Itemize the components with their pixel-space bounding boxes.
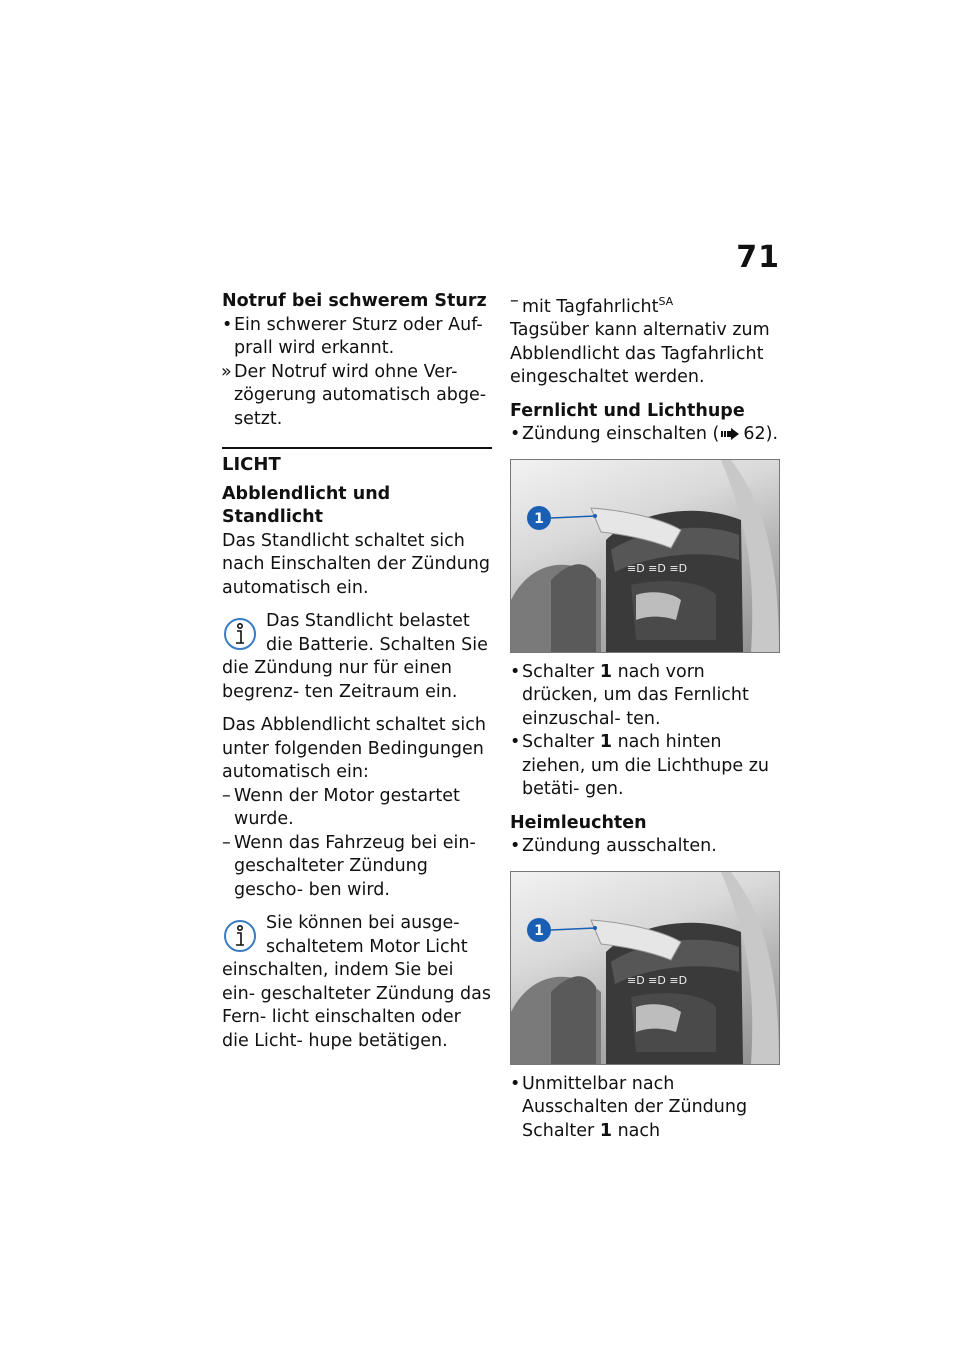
switch-number: 1 — [599, 1120, 612, 1141]
bullet-zuendung-aus-text: Zündung ausschalten. — [522, 836, 717, 857]
info-note-2 — [222, 912, 492, 1053]
figure-handlebar-switch-1 — [510, 459, 780, 653]
callout-number: 1 — [534, 922, 544, 939]
bullet-icon: • — [510, 836, 521, 857]
section-title: LICHT — [222, 454, 281, 475]
bullet-schalter-vorn-post: nach vorn drücken, um das Fernlicht einzuschal- ten. — [522, 661, 749, 729]
bullet-icon: • — [510, 1073, 521, 1094]
switch-number: 1 — [599, 661, 612, 682]
dash-motor-text: Wenn der Motor gestartet wurde. — [234, 785, 460, 829]
right-column — [510, 290, 782, 1143]
bullet-icon: • — [510, 732, 521, 753]
figure-handlebar-switch-2 — [510, 871, 780, 1065]
left-column — [222, 290, 492, 1053]
bullet-sturz — [222, 314, 492, 361]
result-arrow-icon: » — [221, 361, 232, 382]
section-divider — [222, 447, 492, 449]
sa-superscript: SA — [658, 295, 674, 308]
bullet-zuendung-ein — [510, 423, 782, 447]
dash-tagfahrlicht — [510, 290, 782, 319]
heading-abblendlicht: Abblendlicht und Standlicht — [222, 483, 391, 527]
handlebar-switch-illustration — [511, 872, 779, 1064]
bullet-schalter-vorn-pre: Schalter — [522, 661, 595, 682]
handlebar-switch-illustration — [511, 460, 779, 652]
svg-text:≡D ≡D ≡D: ≡D ≡D ≡D — [627, 561, 688, 575]
bullet-icon: • — [510, 661, 521, 682]
bullet-zuendung-aus — [510, 835, 782, 859]
info-icon — [222, 914, 258, 958]
dash-icon: – — [222, 785, 231, 806]
bullet-zuendung-text: Zündung einschalten ( — [522, 424, 720, 445]
page-reference-arrow-icon — [721, 428, 741, 440]
dash-motor — [222, 785, 492, 832]
bullet-schalter-vorn — [510, 661, 782, 732]
bullet-schalter-hinten-pre: Schalter — [522, 732, 595, 753]
info-note-1-text: Das Standlicht belastet die Batterie. Schalten Sie die Zündung nur für einen begrenz- ten Zeitraum ein. — [222, 611, 488, 702]
bullet-schalter-hinten — [510, 731, 782, 802]
dash-schieben — [222, 832, 492, 903]
info-note-2-text: Sie können bei ausge- schaltetem Motor Licht einschalten, indem Sie bei ein- geschalteter Zündung das Fern- licht einschalten oder die Licht- hupe betätigen. — [222, 913, 491, 1051]
dash-schieben-text: Wenn das Fahrzeug bei ein- geschalteter Zündung gescho- ben wird. — [234, 832, 476, 900]
dash-icon: – — [510, 291, 519, 311]
result-notruf-text: Der Notruf wird ohne Ver- zögerung automatisch abge- setzt. — [234, 361, 487, 429]
dash-icon: – — [222, 832, 231, 853]
svg-text:≡D ≡D ≡D: ≡D ≡D ≡D — [627, 973, 688, 987]
heading-heimleuchten: Heimleuchten — [510, 812, 647, 833]
bullet-unmittelbar-pre: Unmittelbar nach Ausschalten der Zündung Schalter — [522, 1073, 748, 1141]
para-abblendlicht: Das Abblendlicht schaltet sich unter folgenden Bedingungen automatisch ein: — [222, 715, 486, 782]
bullet-icon: • — [510, 424, 521, 445]
callout-number: 1 — [534, 510, 544, 527]
para-standlicht: Das Standlicht schaltet sich nach Einschalten der Zündung automatisch ein. — [222, 530, 491, 598]
switch-number: 1 — [599, 732, 612, 753]
heading-notruf: Notruf bei schwerem Sturz — [222, 291, 487, 311]
result-notruf — [222, 361, 492, 432]
bullet-schalter-hinten-post: nach hinten ziehen, um die Lichthupe zu betäti- gen. — [522, 732, 769, 800]
info-note-1 — [222, 610, 492, 704]
bullet-unmittelbar — [510, 1073, 782, 1144]
page-number: 71 — [736, 240, 780, 275]
bullet-icon: • — [222, 314, 233, 335]
bullet-unmittelbar-post: nach — [617, 1120, 661, 1141]
info-icon — [222, 612, 258, 656]
bullet-sturz-text: Ein schwerer Sturz oder Auf- prall wird erkannt. — [234, 314, 483, 358]
heading-fernlicht: Fernlicht und Lichthupe — [510, 400, 745, 421]
para-tagfahrlicht: Tagsüber kann alternativ zum Abblendlicht das Tagfahrlicht eingeschaltet werden. — [510, 320, 770, 388]
page-reference[interactable]: 62). — [743, 424, 779, 445]
dash-tagfahrlicht-text: mit Tagfahrlicht — [522, 296, 659, 317]
